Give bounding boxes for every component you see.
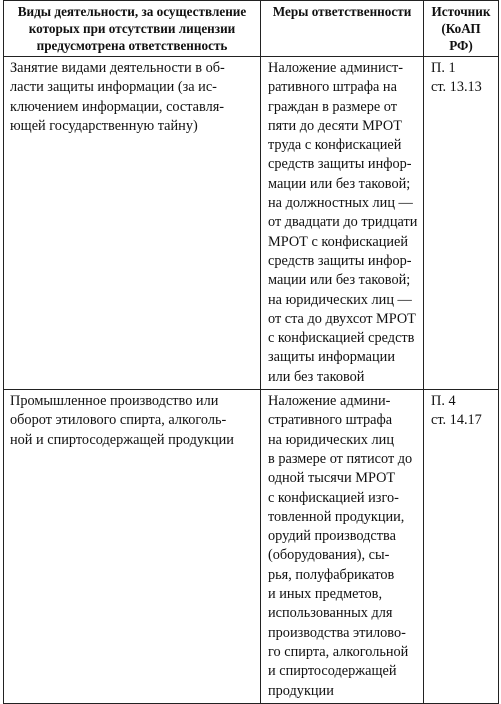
- text-line: П. 1: [431, 60, 456, 76]
- cell-source: [424, 390, 499, 704]
- text-line: средств защиты инфор-: [268, 156, 412, 173]
- text-line: мации или без таковой;: [268, 175, 411, 192]
- text-line: продукции: [268, 682, 334, 699]
- header-source-line: (КоАП: [441, 21, 481, 36]
- text-line: ративного штрафа на: [268, 79, 397, 96]
- text-line: ласти защиты информации (за ис-: [10, 79, 217, 96]
- text-line: Наложение админи-: [268, 393, 391, 410]
- text-line: оборот этилового спирта, алкоголь-: [10, 412, 227, 429]
- header-activity-line: которых при отсутствии лицензии: [28, 21, 236, 36]
- text-line: с конфискацией средств: [268, 330, 415, 347]
- text-line: Занятие видами деятельности в об-: [10, 60, 225, 76]
- text-line: от двадцати до тридцати: [268, 214, 418, 231]
- text-line: рья, полуфабрикатов: [268, 566, 395, 583]
- text-line: мации или без таковой;: [268, 272, 411, 289]
- text-line: производства этилово-: [268, 624, 406, 641]
- text-line: с конфискацией изго-: [268, 489, 399, 506]
- table-header-row: [4, 1, 499, 57]
- header-activity-line: предусмотрена ответственность: [36, 38, 228, 53]
- text-line: Промышленное производство или: [10, 393, 219, 410]
- text-line: ной и спиртосодержащей продукции: [10, 431, 234, 448]
- text-line: ст. 14.17: [431, 412, 482, 429]
- text-line: на юридических лиц —: [268, 291, 412, 308]
- header-measures-line: Меры ответственности: [272, 4, 412, 19]
- table-row: [4, 57, 499, 390]
- text-line: использованных для: [268, 605, 393, 622]
- text-line: Наложение админист-: [268, 60, 403, 76]
- liability-table: [3, 0, 499, 704]
- header-source: [424, 1, 499, 57]
- text-line: и иных предметов,: [268, 586, 383, 603]
- table-row: [4, 390, 499, 704]
- text-line: на должностных лиц —: [268, 195, 413, 212]
- text-line: ключением информации, составля-: [10, 98, 225, 115]
- cell-activity: [4, 390, 261, 704]
- header-source-line: РФ): [449, 38, 473, 53]
- text-line: граждан в размере от: [268, 98, 398, 115]
- text-line: ющей государственную тайну): [10, 117, 198, 134]
- cell-source: [424, 57, 499, 390]
- header-measures: [261, 1, 424, 57]
- text-line: МРОТ с конфискацией: [268, 233, 409, 250]
- text-line: одной тысячи МРОТ: [268, 470, 396, 487]
- text-line: в размере от пятисот до: [268, 450, 413, 467]
- header-activity: [4, 1, 261, 57]
- text-line: го спирта, алкогольной: [268, 643, 409, 660]
- text-line: товленной продукции,: [268, 508, 405, 525]
- text-line: защиты информации: [268, 349, 395, 366]
- header-activity-line: Виды деятельности, за осуществление: [17, 4, 247, 19]
- text-line: труда с конфискацией: [268, 137, 402, 154]
- header-source-line: Источник: [431, 4, 491, 19]
- cell-measures: [261, 57, 424, 390]
- text-line: или без таковой: [268, 368, 365, 385]
- text-line: П. 4: [431, 393, 456, 410]
- text-line: ст. 13.13: [431, 79, 482, 96]
- text-line: от ста до двухсот МРОТ: [268, 310, 416, 327]
- text-line: (оборудования), сы-: [268, 547, 390, 564]
- text-line: стративного штрафа: [268, 412, 393, 429]
- text-line: орудий производства: [268, 528, 396, 545]
- text-line: и спиртосодержащей: [268, 663, 397, 680]
- cell-activity: [4, 57, 261, 390]
- text-line: пяти до десяти МРОТ: [268, 117, 402, 134]
- cell-measures: [261, 390, 424, 704]
- text-line: на юридических лиц: [268, 431, 394, 448]
- text-line: средств защиты инфор-: [268, 252, 412, 269]
